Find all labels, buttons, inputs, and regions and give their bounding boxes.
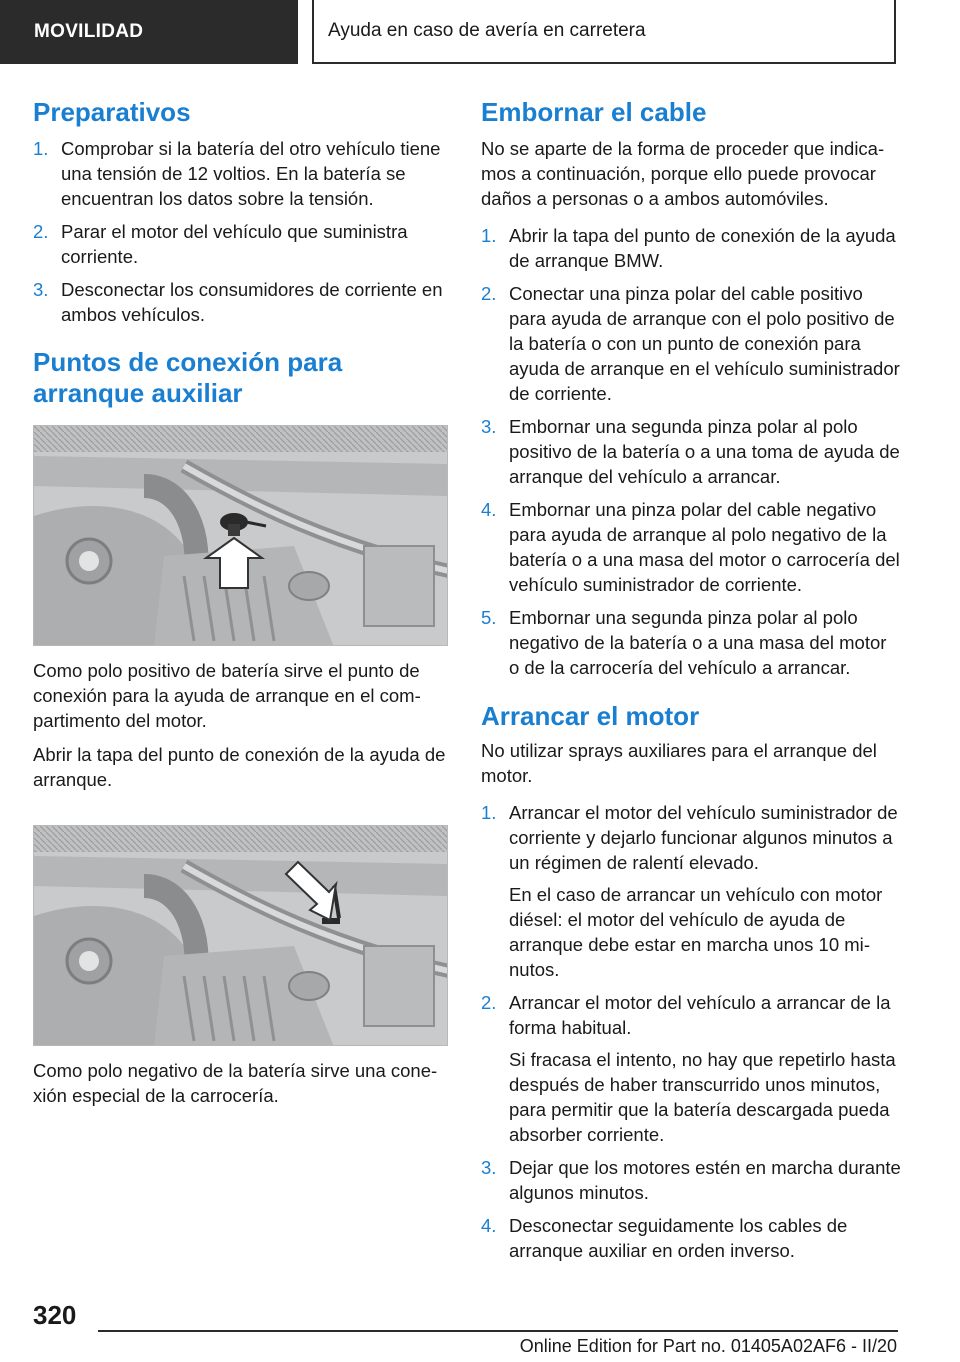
connect-cable-heading: Embornar el cable xyxy=(481,97,707,127)
list-item: 1. Comprobar si la batería del otro vehículo tiene una tensión de 12 voltios. En la batería se encuentran los datos sobre la tensión. xyxy=(33,138,441,209)
connect-cable-intro: No se aparte de la forma de proceder que indicamos a continuación, porque ello puede provocar daños a personas o a ambos automóviles. xyxy=(481,138,885,209)
list-item: 3. Embornar una segunda pinza polar al polo positivo de la batería o a una toma de ayuda de arranque del vehículo a arrancar. xyxy=(481,416,900,487)
negative-terminal-text: Como polo negativo de la batería sirve una conexión especial de la carrocería. xyxy=(33,1060,438,1106)
start-engine-heading: Arrancar el motor xyxy=(481,701,700,731)
page-number: 320 xyxy=(33,1300,77,1330)
engine-bay-positive-terminal-image xyxy=(33,425,448,646)
start-engine-intro: No utilizar sprays auxiliares para el arranque del motor. xyxy=(481,740,877,786)
preparation-list xyxy=(33,136,453,327)
chapter-header xyxy=(312,0,896,64)
preparation-heading: Preparativos xyxy=(33,97,191,127)
list-item: 2. Arrancar el motor del vehículo a arrancar de la forma habitual. Si fracasa el intento, no hay que repetirlo hasta después de haber transcurrido unos minutos, para permitir que la batería descargada pueda absorber corriente. xyxy=(481,992,896,1145)
engine-bay-negative-terminal-image xyxy=(33,825,448,1046)
list-item: 3. Dejar que los motores estén en marcha durante algunos minutos. xyxy=(481,1157,901,1203)
positive-terminal-text: Como polo positivo de batería sirve el punto de conexión para la ayuda de arranque en el compartimento del motor. xyxy=(33,660,421,731)
list-item: 4. Desconectar seguidamente los cables de arranque auxiliar en orden inverso. xyxy=(481,1215,848,1261)
start-engine-list xyxy=(481,800,901,1263)
list-item: 2. Parar el motor del vehículo que suministra corriente. xyxy=(33,221,408,267)
right-column xyxy=(481,96,901,1263)
list-item: 2. Conectar una pinza polar del cable positivo para ayuda de arranque con el polo positivo de la batería o con un punto de conexión para ayuda de arranque en el vehículo suministrador de corriente. xyxy=(481,283,900,404)
connect-cable-list xyxy=(481,223,901,680)
list-item: 1. Abrir la tapa del punto de conexión de la ayuda de arranque BMW. xyxy=(481,225,896,271)
section-tab xyxy=(0,0,298,64)
list-item: 4. Embornar una pinza polar del cable negativo para ayuda de arranque al polo negativo de la batería o a una masa del motor o carrocería del vehículo suministrador de corriente. xyxy=(481,499,900,595)
footer-divider xyxy=(98,1330,898,1332)
edition-text: Online Edition for Part no. 01405A02AF6 - II/20 xyxy=(519,1336,897,1356)
open-cover-text: Abrir la tapa del punto de conexión de la ayuda de arranque. xyxy=(33,744,446,790)
list-item: 5. Embornar una segunda pinza polar al polo negativo de la batería o a una masa del motor o de la carrocería del vehículo a arrancar. xyxy=(481,607,887,678)
connection-points-heading: Puntos de conexión para arranque auxiliar xyxy=(33,347,343,408)
left-column xyxy=(33,96,453,1108)
list-item: 3. Desconectar los consumidores de corriente en ambos vehículos. xyxy=(33,279,443,325)
chapter-title: Ayuda en caso de avería en carretera xyxy=(328,20,646,41)
section-title: MOVILIDAD xyxy=(34,21,144,42)
list-item: 1. Arrancar el motor del vehículo suministrador de corriente y dejarlo funcionar algunos minutos a un régimen de ralentí elevado. En el caso de arrancar un vehículo con motor diésel: el motor del vehículo de ayuda de arranque debe estar en marcha unos 10 minutos. xyxy=(481,802,898,980)
